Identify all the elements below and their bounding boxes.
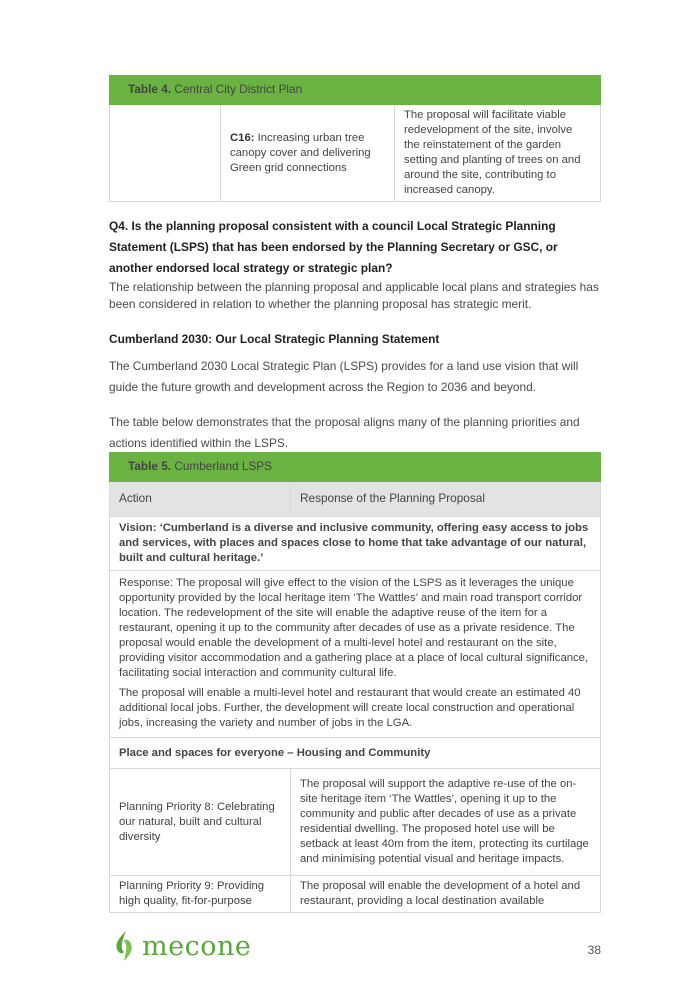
response-paragraph-2: The proposal will enable a multi-level hotel and restaurant that would create an estimated 40 additional local jobs. Further, the development will create local construction and operational jobs, increasing the variety and number of jobs in the LGA.: [119, 687, 581, 730]
objective-code: C16:: [230, 131, 255, 144]
paragraph-table-intro: The table below demonstrates that the proposal aligns many of the planning priorities and actions identified within the LSPS.: [109, 415, 580, 450]
table-5-header: [110, 453, 601, 482]
response-paragraph-1: Response: The proposal will give effect to the vision of the LSPS as it leverages the unique opportunity provided by the local heritage item ‘The Wattles’ and main road transport corridor location. The redevelopment of the site will enable the adaptive reuse of the item for a restaurant, opening it up to the community after decades of use as a private residence. The proposal would enable the development of a multi-level hotel and restaurant on the site, providing visitor accommodation and a gathering place at a place of local cultural significance, facilitating social interaction and community cultural life.: [119, 577, 589, 680]
table-4-label: Table 4.: [128, 82, 172, 97]
table-4-cell-empty: [110, 105, 221, 202]
objective-text: Increasing urban tree canopy cover and delivering Green grid connections: [230, 131, 371, 174]
priority-9-response: The proposal will enable the development of a hotel and restaurant, providing a local destination available: [291, 876, 601, 913]
page-number: 38: [587, 943, 601, 957]
leaf-icon: [111, 930, 137, 962]
column-header-response: Response of the Planning Proposal: [291, 482, 601, 517]
column-header-action: Action: [110, 482, 291, 517]
table-row: [110, 105, 601, 202]
table-5-label: Table 5.: [128, 459, 172, 474]
subheading-lsps: Cumberland 2030: Our Local Strategic Planning Statement: [109, 332, 440, 346]
table-row: [110, 769, 601, 876]
priority-8-action: Planning Priority 8: Celebrating our natural, built and cultural diversity: [110, 769, 291, 876]
section-heading-housing: Place and spaces for everyone – Housing and Community: [110, 738, 601, 769]
table-4-cell-response: The proposal will facilitate viable redevelopment of the site, involve the reinstatement of the garden setting and planting of trees on and around the site, contributing to increased canopy.: [395, 105, 601, 202]
paragraph-lsps-vision: The Cumberland 2030 Local Strategic Plan (LSPS) provides for a land use vision that will guide the future growth and development across the Region to 2036 and beyond.: [109, 359, 579, 394]
table-5-title: Cumberland LSPS: [174, 459, 273, 474]
question-heading: Q4. Is the planning proposal consistent with a council Local Strategic Planning Statement (LSPS) that has been endorsed by the Planning Secretary or GSC, or another endorsed local strategy or strategic plan?: [109, 219, 558, 275]
table-4-header: [110, 76, 601, 105]
priority-8-response: The proposal will support the adaptive re-use of the on-site heritage item ‘The Wattles’, opening it up to the community and public after decades of use as a private residential dwelling. The proposed hotel use will be setback at least 40m from the item, protecting its curtilage and minimising potential visual and heritage impacts.: [291, 769, 601, 876]
table-4-title: Central City District Plan: [174, 82, 303, 97]
vision-statement: Vision: ‘Cumberland is a diverse and inclusive community, offering easy access to jobs and services, with places and spaces close to home that take advantage of our natural, built and cultural heritage.’: [110, 517, 601, 571]
mecone-logo: [111, 928, 251, 964]
table-5: [109, 452, 601, 913]
logo-wordmark: mecone: [142, 930, 252, 962]
paragraph-relationship: The relationship between the planning proposal and applicable local plans and strategies has been considered in relation to whether the planning proposal has strategic merit.: [109, 280, 599, 311]
priority-9-action: Planning Priority 9: Providing high quality, fit-for-purpose: [110, 876, 291, 913]
table-row: [110, 876, 601, 913]
vision-response: [110, 571, 601, 738]
table-4-cell-objective: [221, 105, 395, 202]
table-4: [109, 75, 601, 202]
